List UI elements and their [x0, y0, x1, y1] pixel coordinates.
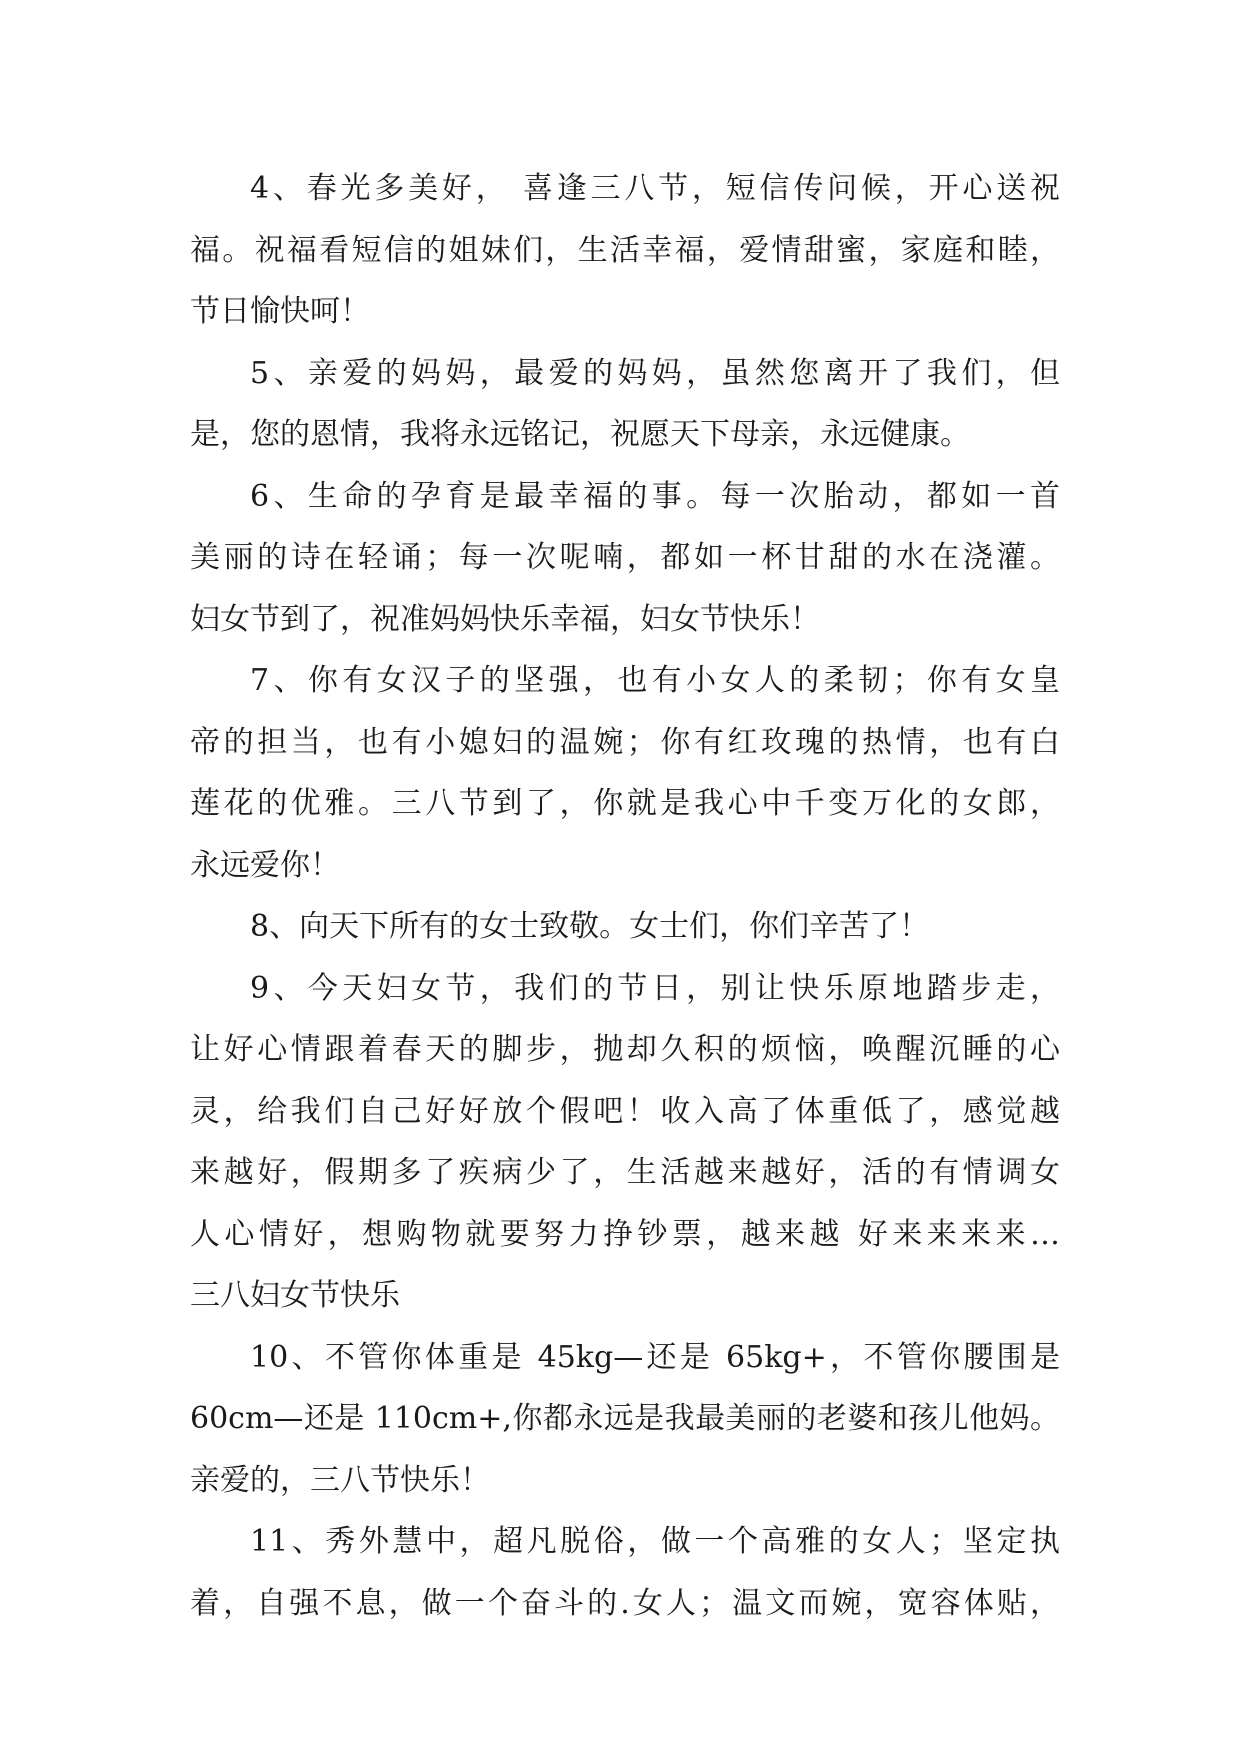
text-line: 节日愉快呵！: [190, 294, 370, 329]
text-line: 来越好，假期多了疾病少了，生活越来越好，活的有情调女: [190, 1155, 1060, 1190]
text-line: 妇女节到了，祝准妈妈快乐幸福，妇女节快乐！: [190, 601, 820, 637]
text-line: 10、不管你体重是 45kg—还是 65kg+，不管你腰围是: [250, 1339, 1060, 1375]
text-line: 美丽的诗在轻诵；每一次呢喃，都如一杯甘甜的水在浇灌。: [190, 540, 1060, 575]
text-line: 三八妇女节快乐: [190, 1278, 400, 1313]
paragraph-9: [190, 958, 1060, 1327]
text-line: 着，自强不息，做一个奋斗的.女人；温文而婉，宽容体贴，: [190, 1585, 1060, 1621]
paragraph-4: [190, 158, 1060, 343]
paragraph-10: [190, 1327, 1060, 1512]
paragraph-6: [190, 466, 1060, 651]
paragraph-8: [190, 896, 1060, 958]
text-line: 11、秀外慧中，超凡脱俗，做一个高雅的女人；坚定执: [250, 1524, 1060, 1559]
text-line: 灵，给我们自己好好放个假吧！收入高了体重低了，感觉越: [190, 1093, 1060, 1129]
text-line: 8、向天下所有的女士致敬。女士们，你们辛苦了！: [250, 909, 930, 944]
text-line: 5、亲爱的妈妈，最爱的妈妈，虽然您离开了我们，但: [250, 355, 1060, 391]
paragraph-5: [190, 343, 1060, 466]
text-line: 是，您的恩情，我将永远铭记，祝愿天下母亲，永远健康。: [190, 417, 970, 452]
text-line: 永远爱你！: [190, 847, 340, 883]
document-body: [190, 158, 1060, 1634]
text-line: 7、你有女汉子的坚强，也有小女人的柔韧；你有女皇: [250, 663, 1060, 698]
text-line: 60cm—还是 110cm+,你都永远是我最美丽的老婆和孩儿他妈。: [190, 1401, 1060, 1436]
paragraph-7: [190, 650, 1060, 896]
text-line: 4、春光多美好， 喜逢三八节，短信传问候，开心送祝: [250, 171, 1060, 206]
text-line: 帝的担当，也有小媳妇的温婉；你有红玫瑰的热情，也有白: [190, 724, 1060, 760]
text-line: 莲花的优雅。三八节到了，你就是我心中千变万化的女郎，: [190, 786, 1060, 821]
paragraph-11: [190, 1511, 1060, 1634]
text-line: 6、生命的孕育是最幸福的事。每一次胎动，都如一首: [250, 478, 1060, 514]
text-line: 人心情好，想购物就要努力挣钞票，越来越 好来来来来…: [190, 1216, 1060, 1252]
text-line: 让好心情跟着春天的脚步，抛却久积的烦恼，唤醒沉睡的心: [190, 1032, 1060, 1067]
text-line: 9、今天妇女节，我们的节日，别让快乐原地踏步走，: [250, 970, 1060, 1006]
text-line: 福。祝福看短信的姐妹们，生活幸福，爱情甜蜜，家庭和睦，: [190, 232, 1060, 268]
text-line: 亲爱的，三八节快乐！: [190, 1462, 490, 1498]
